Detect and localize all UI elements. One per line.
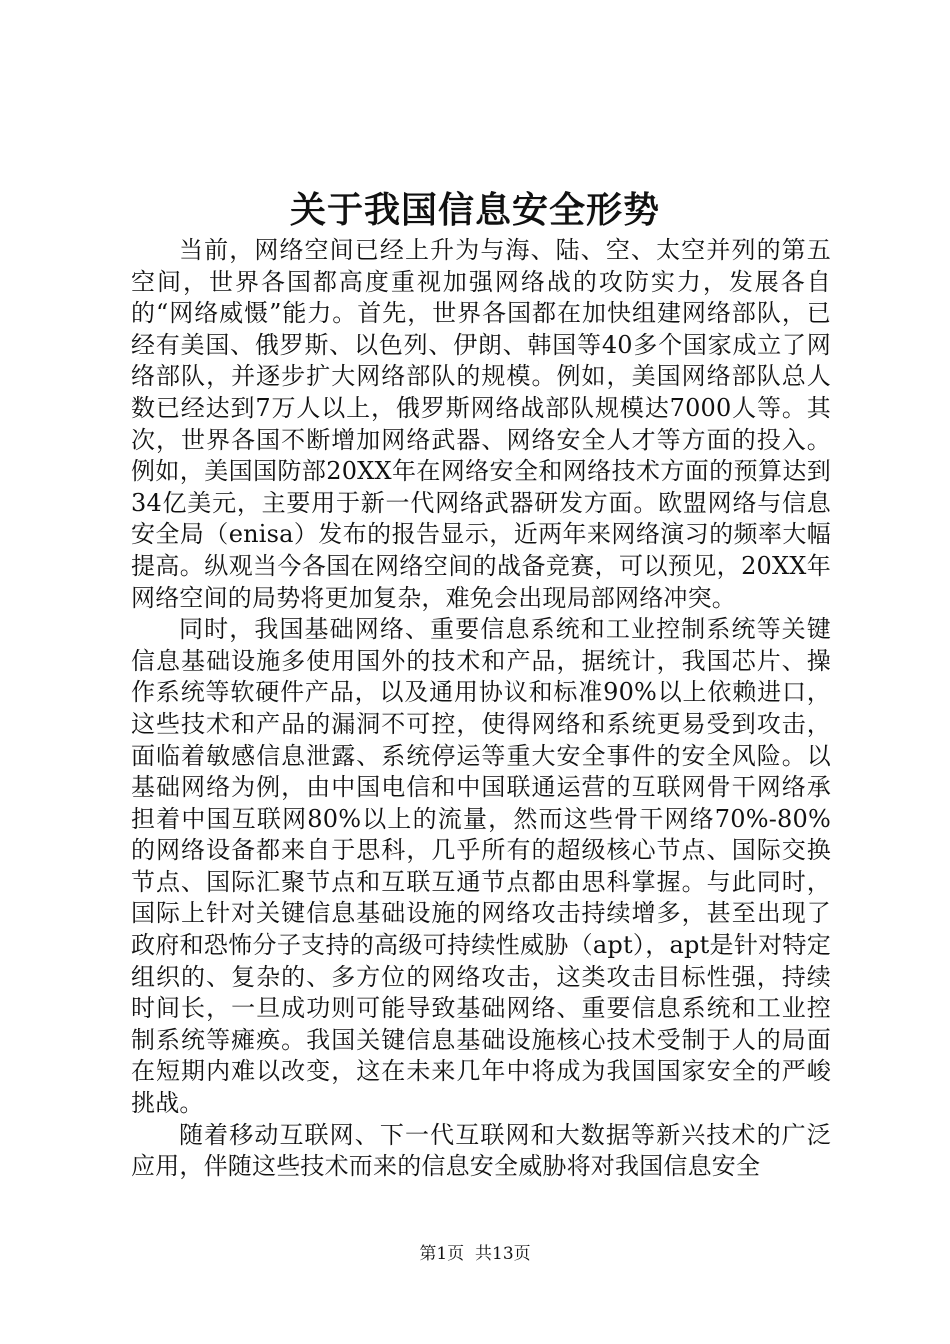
paragraph: 当前，网络空间已经上升为与海、陆、空、太空并列的第五空间，世界各国都高度重视加强网络战的攻防实力，发展各自的“网络威慑”能力。首先，世界各国都在加快组建网络部队，已经有美国、俄罗斯、以色列、伊朗、韩国等40多个国家成立了网络部队，并逐步扩大网络部队的规模。例如，美国网络部队总人数已经达到7万人以上，俄罗斯网络战部队规模达7000人等。其次，世界各国不断增加网络武器、网络安全人才等方面的投入。例如，美国国防部20XX年在网络安全和网络技术方面的预算达到34亿美元，主要用于新一代网络武器研发方面。欧盟网络与信息安全局（enisa）发布的报告显示，近两年来网络演习的频率大幅提高。纵观当今各国在网络空间的战备竞赛，可以预见，20XX年网络空间的局势将更加复杂，难免会出现局部网络冲突。 xyxy=(131,236,831,612)
paragraph: 随着移动互联网、下一代互联网和大数据等新兴技术的广泛应用，伴随这些技术而来的信息安全威胁将对我国信息安全 xyxy=(131,1120,831,1181)
page-total: 共13页 xyxy=(475,1244,531,1264)
footer-spacer xyxy=(464,1244,475,1264)
paragraph: 同时，我国基础网络、重要信息系统和工业控制系统等关键信息基础设施多使用国外的技术和产品，据统计，我国芯片、操作系统等软硬件产品，以及通用协议和标准90%以上依赖进口，这些技术和产品的漏洞不可控，使得网络和系统更易受到攻击，面临着敏感信息泄露、系统停运等重大安全事件的安全风险。以基础网络为例，由中国电信和中国联通运营的互联网骨干网络承担着中国互联网80%以上的流量，然而这些骨干网络70%-80%的网络设备都来自于思科，几乎所有的超级核心节点、国际交换节点、国际汇聚节点和互联互通节点都由思科掌握。与此同时，国际上针对关键信息基础设施的网络攻击持续增多，甚至出现了政府和恐怖分子支持的高级可持续性威胁（apt），apt是针对特定组织的、复杂的、多方位的网络攻击，这类攻击目标性强，持续时间长，一旦成功则可能导致基础网络、重要信息系统和工业控制系统等瘫痪。我国关键信息基础设施核心技术受制于人的局面在短期内难以改变，这在未来几年中将成为我国国家安全的严峻挑战。 xyxy=(131,615,831,1118)
document-title: 关于我国信息安全形势 xyxy=(289,189,660,231)
document-body xyxy=(131,235,831,1183)
page-footer xyxy=(0,1243,950,1265)
page-number: 第1页 xyxy=(419,1244,465,1264)
